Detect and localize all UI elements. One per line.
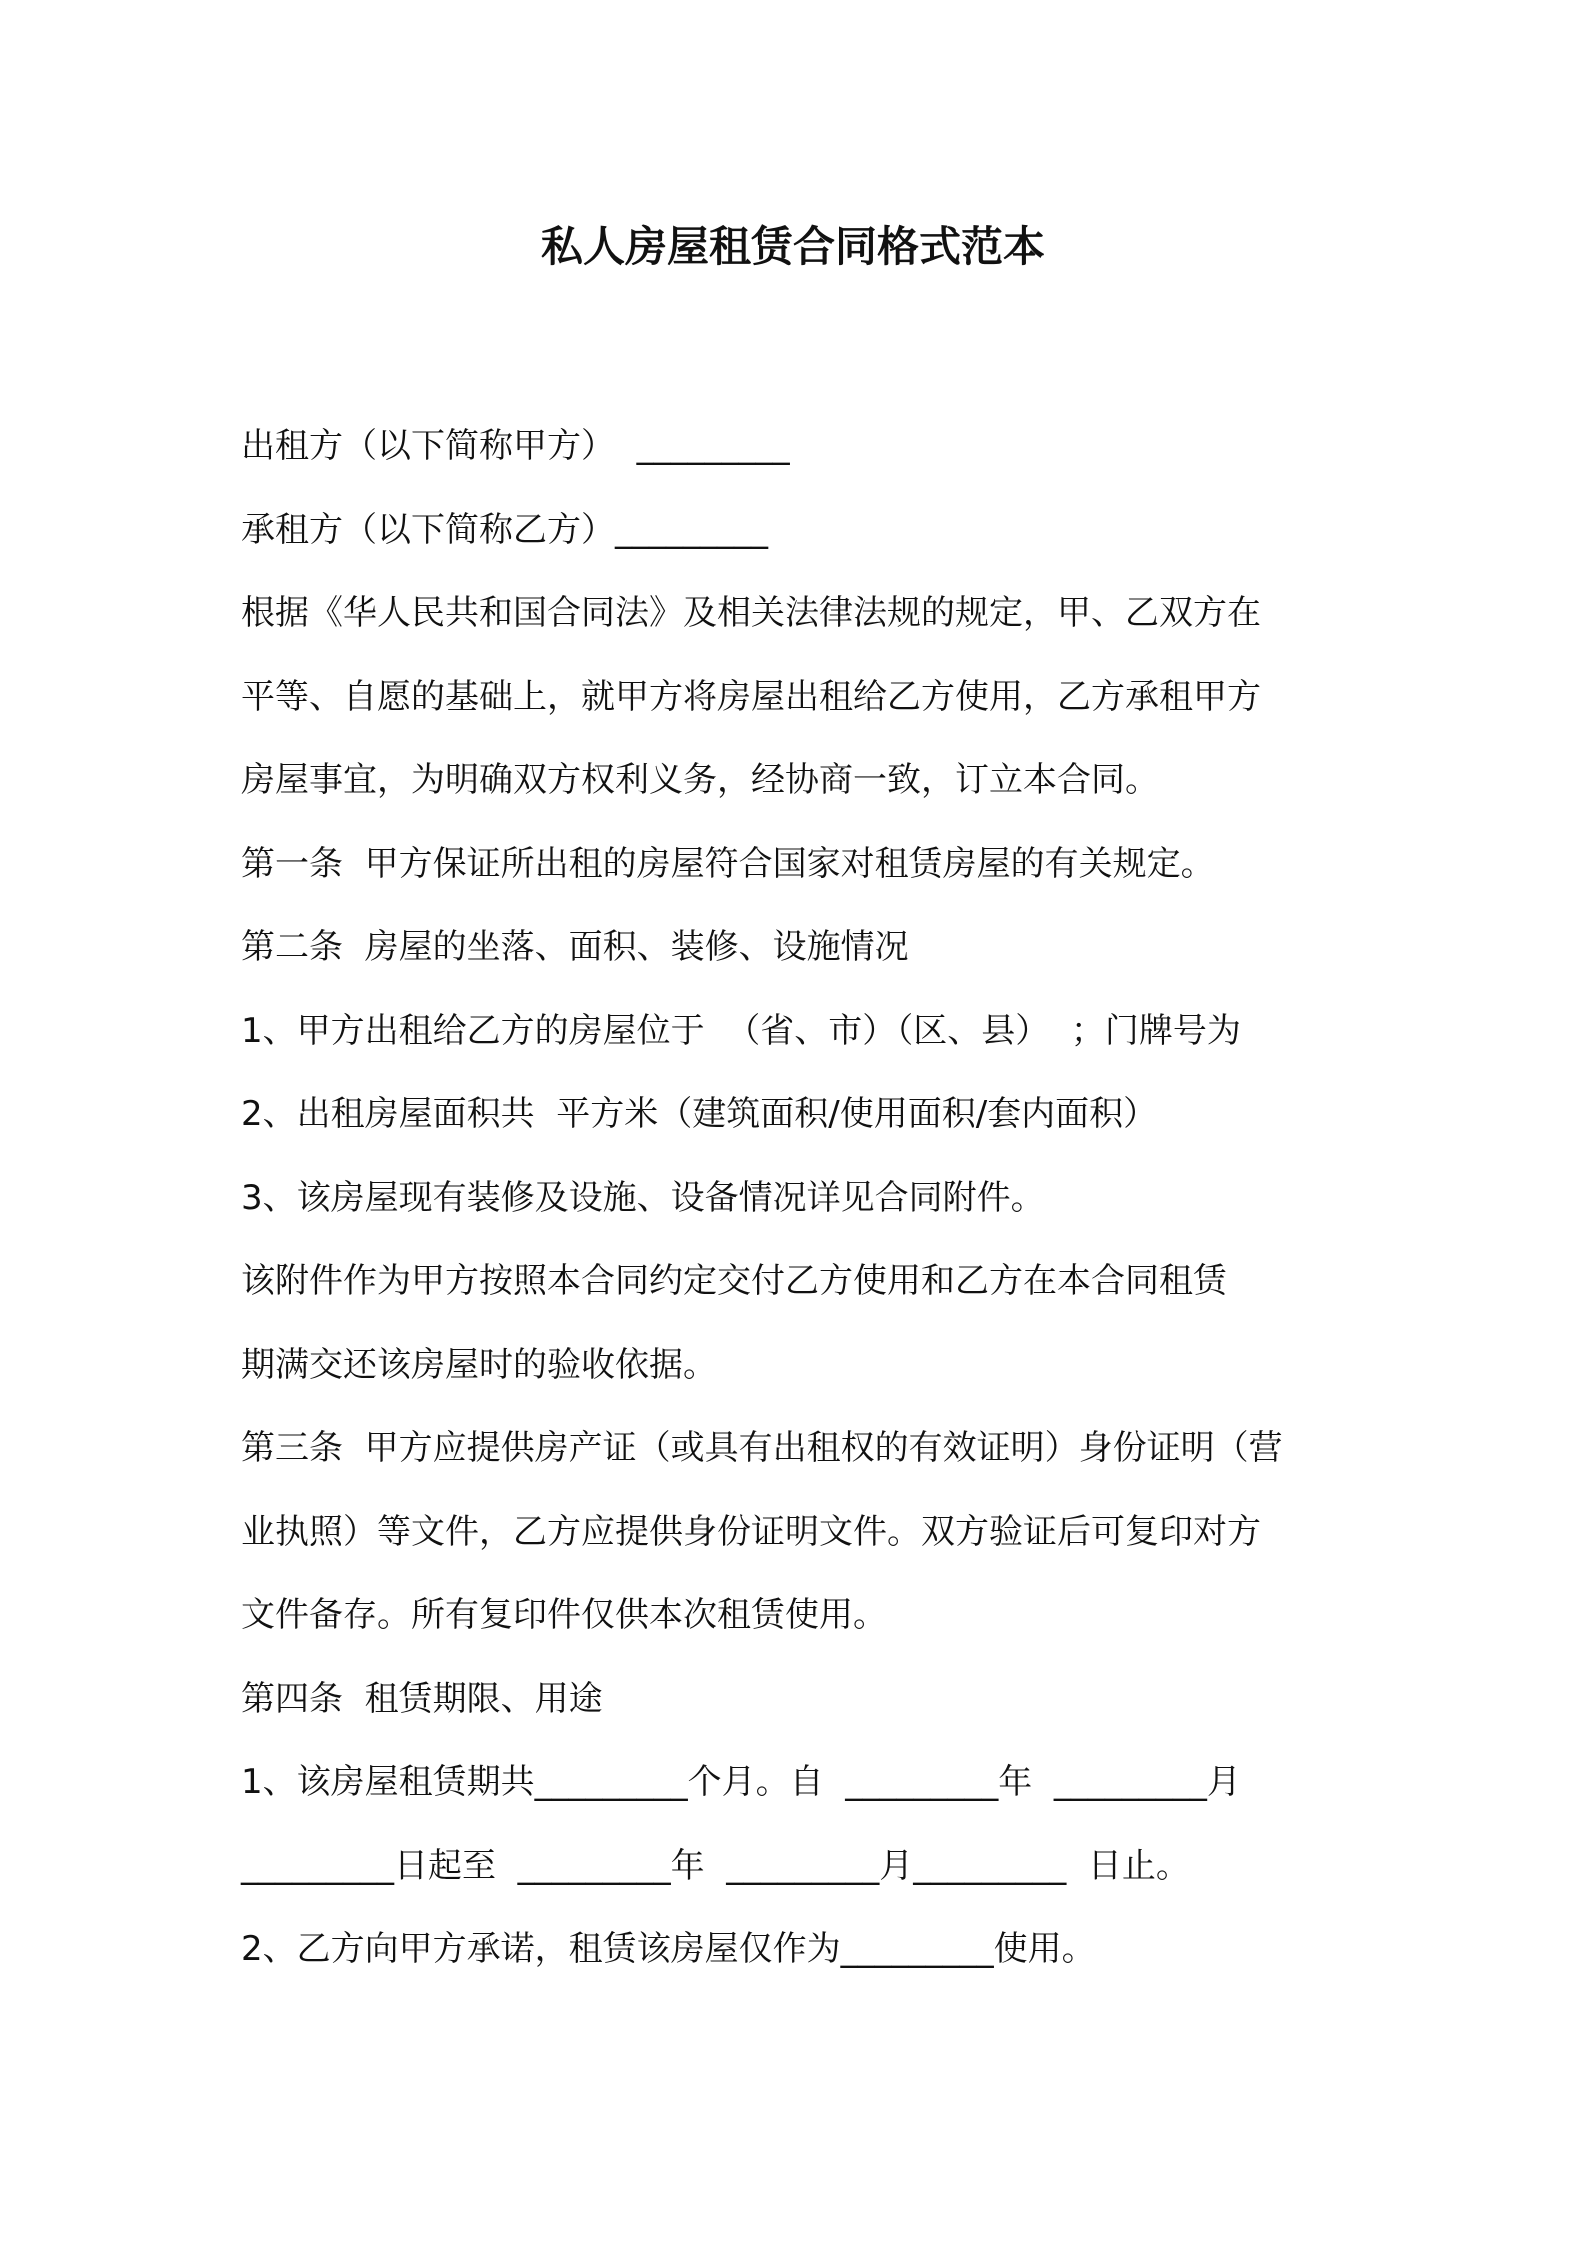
preamble-line: 房屋事宜，为明确双方权利义务，经协商一致，订立本合同。 bbox=[241, 760, 1159, 800]
article-4-item-1-cont: _________日起至 _________年 _________月_________ 日止。 bbox=[241, 1845, 1190, 1886]
article-1-line: 第一条 甲方保证所出租的房屋符合国家对租赁房屋的有关规定。 bbox=[241, 843, 1215, 884]
article-3-line: 业执照）等文件，乙方应提供身份证明文件。双方验证后可复印对方 bbox=[241, 1511, 1261, 1552]
article-3-line: 第三条 甲方应提供房产证（或具有出租权的有效证明）身份证明（营 bbox=[241, 1428, 1283, 1468]
article-4-item-1: 1、该房屋租赁期共_________个月。自 _________年 _________月 bbox=[241, 1762, 1241, 1802]
attachment-note-line: 该附件作为甲方按照本合同约定交付乙方使用和乙方在本合同租赁 bbox=[241, 1261, 1227, 1301]
article-2-item-1: 1、甲方出租给乙方的房屋位于 （省、市）（区、县） ；门牌号为 bbox=[241, 1010, 1241, 1051]
article-2-item-3: 3、该房屋现有装修及设施、设备情况详见合同附件。 bbox=[241, 1177, 1045, 1218]
article-3-line: 文件备存。所有复印件仅供本次租赁使用。 bbox=[241, 1595, 887, 1635]
article-4-item-2: 2、乙方向甲方承诺，租赁该房屋仅作为_________使用。 bbox=[241, 1929, 1096, 1969]
article-2-item-2: 2、出租房屋面积共 平方米（建筑面积/使用面积/套内面积） bbox=[241, 1094, 1158, 1134]
attachment-note-line: 期满交还该房屋时的验收依据。 bbox=[241, 1344, 717, 1385]
preamble-line: 平等、自愿的基础上，就甲方将房屋出租给乙方使用，乙方承租甲方 bbox=[241, 676, 1261, 717]
document-title: 私人房屋租赁合同格式范本 bbox=[540, 222, 1045, 271]
lessor-line: 出租方（以下简称甲方） _________ bbox=[241, 426, 790, 466]
preamble-line: 根据《华人民共和国合同法》及相关法律法规的规定，甲、乙双方在 bbox=[241, 593, 1261, 633]
article-4-heading: 第四条 租赁期限、用途 bbox=[241, 1678, 603, 1719]
lessee-line: 承租方（以下简称乙方）_________ bbox=[241, 509, 768, 550]
document-body bbox=[241, 405, 1356, 1992]
article-2-heading: 第二条 房屋的坐落、面积、装修、设施情况 bbox=[241, 927, 909, 967]
